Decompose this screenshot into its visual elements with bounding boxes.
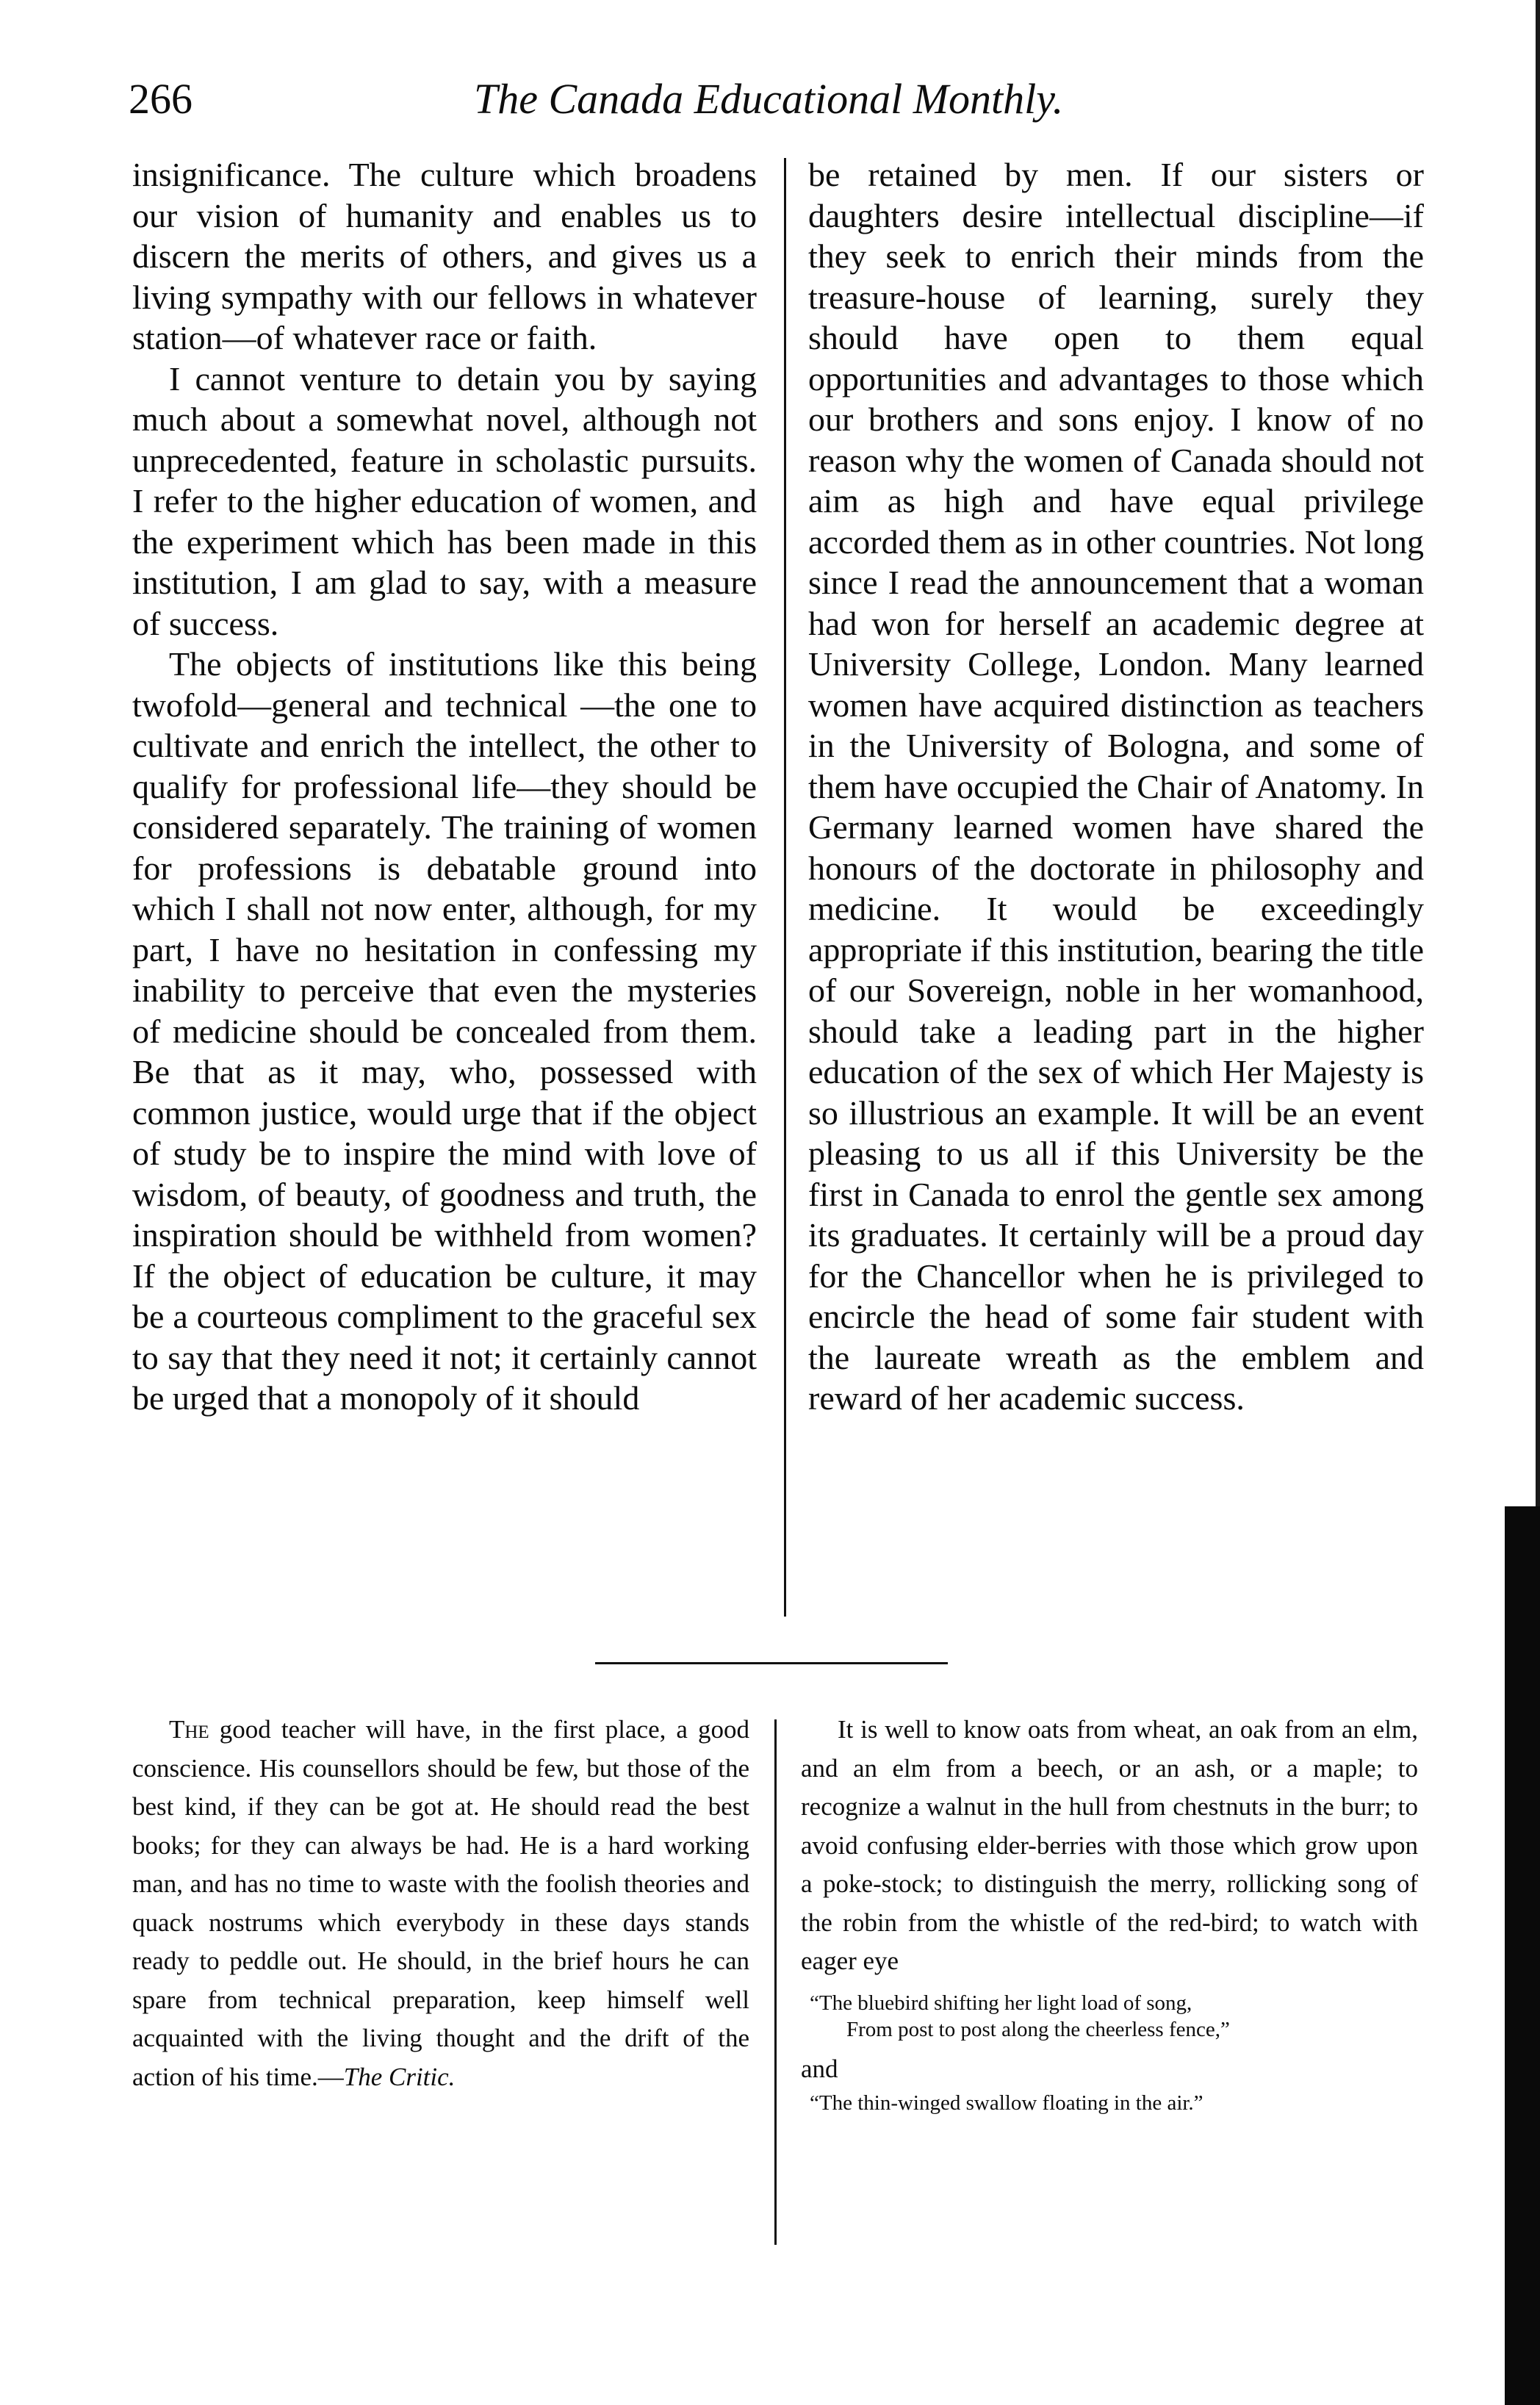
page-number: 266 xyxy=(129,75,192,123)
footnote-divider xyxy=(774,1719,777,2245)
section-divider xyxy=(595,1662,948,1664)
footnote-paragraph: It is well to know oats from wheat, an oak from an elm, and an elm from a beech, or an ash, or a maple; to recognize a walnut in the hull from chestnuts in the burr; to avoid confusing elder-berries with those which grow upon a poke-stock; to distinguish the merry, rollicking song of the robin from the whistle of the red-bird; to watch with eager eye xyxy=(801,1715,1418,1975)
connective-text: and xyxy=(801,2054,838,2083)
paragraph: I cannot venture to detain you by saying much about a somewhat novel, although not unprecedented, feature in scholastic pursuits. I refer to the higher education of women, and the experiment which has been made in this institution, I am glad to say, with a measure of success. xyxy=(132,359,757,642)
paragraph: The objects of institutions like this being twofold—general and technical —the one to cultivate and enrich the intellect, the other to qualify for professional life—they should be considered separately. The training of women for professions is debatable ground into which I shall not now enter, although, for my part, I have no hesitation in confessing my inability to perceive that even the mysteries of medicine should be concealed from them. Be that as it may, who, possessed with common justice, would urge that if the object of study be to inspire the mind with love of wisdom, of beauty, of goodness and truth, the inspiration should be withheld from women? If the object of education be culture, it may be a courteous compliment to the graceful sex to say that they need it not; it certainly cannot be urged that a monopoly of it should xyxy=(132,645,757,1417)
main-column-left xyxy=(132,154,757,1419)
verse-line: From post to post along the cheerless fence,” xyxy=(846,2017,1230,2041)
verse-quote: “The thin-winged swallow floating in the air.” xyxy=(810,2091,1203,2115)
running-header xyxy=(129,70,1392,129)
running-title: The Canada Educational Monthly. xyxy=(474,75,1064,123)
lead-word: The xyxy=(169,1715,209,1744)
main-column-right xyxy=(808,154,1424,1419)
footnote-right xyxy=(801,1711,1418,2118)
footnote-paragraph xyxy=(132,1711,749,2096)
attribution: The Critic. xyxy=(343,2062,456,2091)
footnote-left xyxy=(132,1711,749,2096)
paragraph: be retained by men. If our sisters or daughters desire intellectual discipline—if they seek to enrich their minds from the treasure-house of learning, surely they should have open to them equal opportunities and advantages to those which our brothers and sons enjoy. I know of no reason why the women of Canada should not aim as high and have equal privilege accorded them as in other countries. Not long since I read the announcement that a woman had won for herself an academic degree at University College, London. Many learned women have acquired distinction as teachers in the University of Bologna, and some of them have occupied the Chair of Anatomy. In Germany learned women have shared the honours of the doctorate in philosophy and medicine. It would be exceedingly appropriate if this institution, bearing the title of our Sovereign, noble in her womanhood, should take a leading part in the higher education of the sex of which Her Majesty is so illustrious an example. It will be an event pleasing to us all if this University be the first in Canada to enrol the gentle sex among its graduates. It certainly will be a proud day for the Chancellor when he is privileged to encircle the head of some fair student with the laureate wreath as the emblem and reward of her academic success. xyxy=(808,156,1424,1417)
page-edge-shadow xyxy=(1496,0,1540,2405)
paragraph: insignificance. The culture which broadens our vision of humanity and enables us to discern the merits of others, and gives us a living sympathy with our fellows in whatever station—of whatever race or faith. xyxy=(132,156,757,356)
verse-quote xyxy=(801,1990,1418,2043)
column-divider xyxy=(784,158,786,1617)
footnote-text: good teacher will have, in the first place, a good conscience. His counsellors should be few, but those of the best kind, if they can be got at. He should read the best books; for they can always be had. He is a hard working man, and has no time to waste with the foolish theories and quack nostrums which everybody in these days stands ready to peddle out. He should, in the brief hours he can spare from technical preparation, keep himself well acquainted with the living thought and the drift of the action of his time.— xyxy=(132,1715,749,2091)
verse-line: “The bluebird shifting her light load of song, xyxy=(810,1991,1192,2015)
